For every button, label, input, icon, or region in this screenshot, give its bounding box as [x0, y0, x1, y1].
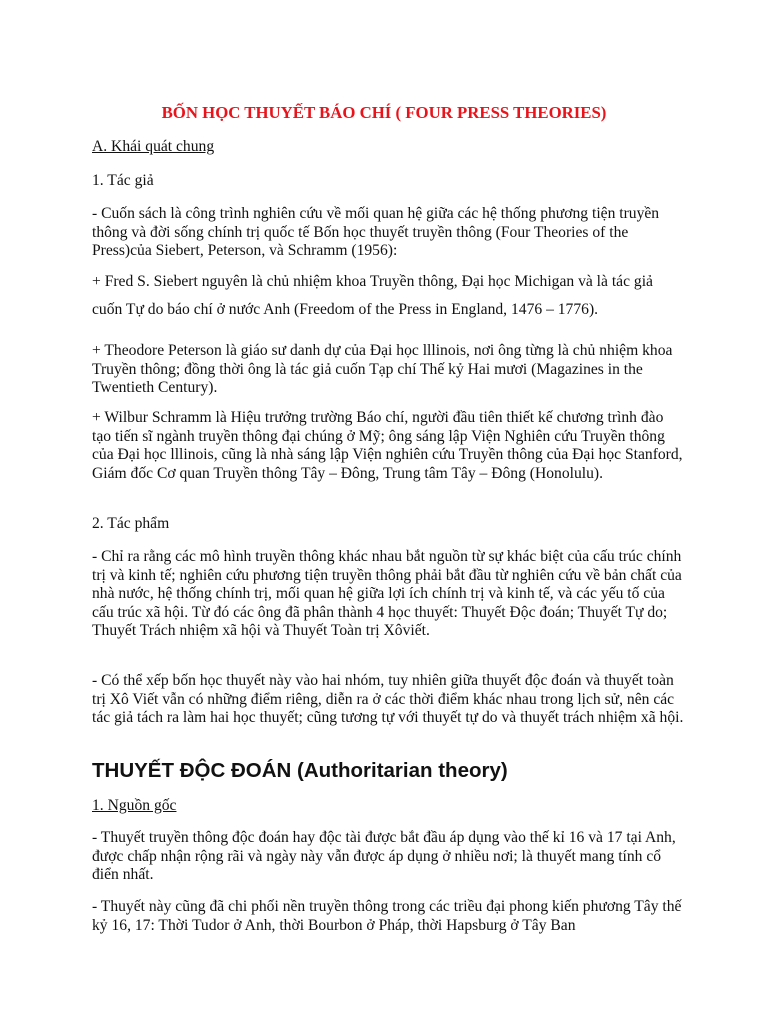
paragraph-feudal: - Thuyết này cũng đã chi phối nền truyền thông trong các triều đại phong kiến phương Tây thế kỷ 16, 17: Thời Tudor ở Anh, thời Bourbon ở Pháp, thời Hapsburg ở Tây Ban: [92, 898, 682, 934]
subsection-heading-origin: 1. Nguồn gốc: [92, 797, 177, 814]
paragraph-origin: - Thuyết truyền thông độc đoán hay độc tài được bắt đầu áp dụng vào thế kỉ 16 và 17 tại Anh, được chấp nhận rộng rãi và ngày này vẫn được áp dụng ở nhiều nơi; là thuyết mang tính cổ điển nhất.: [92, 829, 676, 883]
subsection-heading-work: 2. Tác phẩm: [92, 515, 170, 532]
section-heading-a: A. Khái quát chung: [92, 138, 215, 155]
heading-authoritarian-theory: THUYẾT ĐỘC ĐOÁN (Authoritarian theory): [92, 759, 508, 782]
document-title: BỐN HỌC THUYẾT BÁO CHÍ ( FOUR PRESS THEORIES): [161, 103, 607, 122]
paragraph-peterson: + Theodore Peterson là giáo sư danh dự của Đại học lllinois, nơi ông từng là chủ nhiệm khoa Truyền thông; đồng thời ông là tác giả cuốn Tạp chí Thế kỷ Hai mươi (Magazines in the Twentieth Century).: [92, 342, 673, 396]
subsection-heading-author: 1. Tác giả: [92, 172, 154, 189]
paragraph-book-intro: - Cuốn sách là công trình nghiên cứu về mối quan hệ giữa các hệ thống phương tiện truyền thông và đời sống chính trị quốc tế Bốn học thuyết truyền thông (Four Theories of the Press)của Siebert, Peterson, và Schramm (1956):: [92, 205, 660, 259]
paragraph-models: - Chỉ ra rằng các mô hình truyền thông khác nhau bắt nguồn từ sự khác biệt của cấu trúc chính trị và kinh tế; nghiên cứu phương tiện truyền thông phải bắt đầu từ nghiên cứu về bản chất của nhà nước, hệ thống chính trị, mối quan hệ giữa lợi ích chính trị và kinh tế, và các yếu tố của cấu trúc xã hội. Từ đó các ông đã phân thành 4 học thuyết: Thuyết Độc đoán; Thuyết Tự do; Thuyết Trách nhiệm xã hội và Thuyết Toàn trị Xôviết.: [92, 548, 682, 639]
paragraph-groups: - Có thể xếp bốn học thuyết này vào hai nhóm, tuy nhiên giữa thuyết độc đoán và thuyết toàn trị Xô Viết vẫn có những điểm riêng, diễn ra ở các thời điểm khác nhau trong lịch sử, nên các tác giả tách ra làm hai học thuyết; cũng tương tự với thuyết tự do và thuyết trách nhiệm xã hội.: [92, 672, 684, 726]
paragraph-schramm: + Wilbur Schramm là Hiệu trưởng trường Báo chí, người đầu tiên thiết kế chương trình đào tạo tiến sĩ ngành truyền thông đại chúng ở Mỹ; ông sáng lập Viện Nghiên cứu Truyền thông của Đại học lllinois, cũng là nhà sáng lập Viện nghiên cứu Truyền thông của Đại học Stanford, Giám đốc Cơ quan Truyền thông Tây – Đông, Trung tâm Tây – Đông (Honolulu).: [92, 409, 683, 482]
paragraph-siebert: + Fred S. Siebert nguyên là chủ nhiệm khoa Truyền thông, Đại học Michigan và là tác giả cuốn Tự do báo chí ở nước Anh (Freedom of the Press in England, 1476 – 1776).: [92, 273, 653, 318]
